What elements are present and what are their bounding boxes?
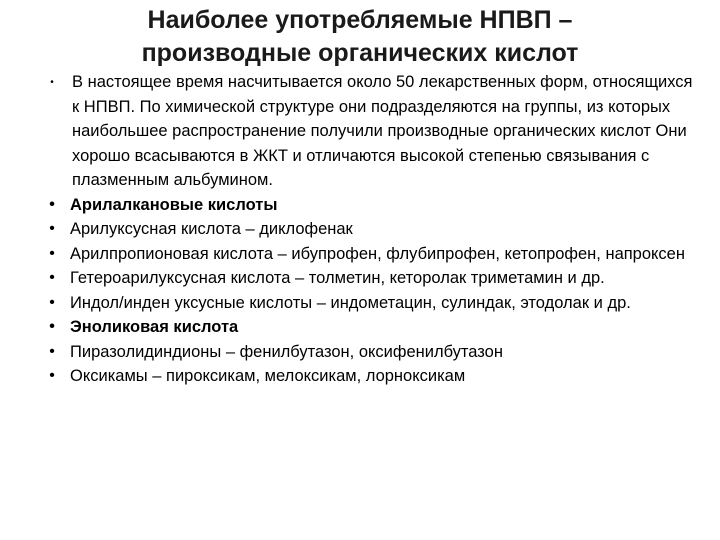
item-text: Гетероарилуксусная кислота – толметин, кеторолак триметамин и др. [70,269,605,287]
list-item-heteroarylacetic-acid [0,266,720,291]
item-text: Арилалкановые кислоты [70,195,278,214]
bullet-icon: • [49,220,55,237]
item-text: В настоящее время насчитывается около 50 лекарственных форм, относящихся к НПВП. По химической структуре они подразделяются на группы, из которых наибольшее распространение получили производные органических кислот Они хорошо всасываются в ЖКТ и отличаются высокой степенью связывания с плазменным альбумином. [72,73,693,189]
list-item-arylalkanoic-acids [0,193,720,218]
list-item-enolic-acid [0,315,720,340]
item-text: Эноликовая кислота [70,318,239,336]
list-item-oxicams [0,364,720,389]
bullet-icon: • [49,342,55,360]
bullet-icon: • [49,244,55,262]
list-item-arylacetic-acid [0,217,720,242]
list-item-intro [0,70,720,193]
bullet-icon: • [49,367,55,384]
bullet-icon: • [49,293,55,311]
bullet-icon: • [49,269,55,286]
list-item-pyrazolidinediones [0,340,720,365]
item-text: Пиразолидиндионы – фенилбутазон, оксифенилбутазон [70,342,503,361]
item-text: Индол/инден уксусные кислоты – индометацин, сулиндак, этодолак и др. [70,293,631,312]
item-text: Оксикамы – пироксикам, мелоксикам, лорноксикам [70,367,466,385]
bullet-icon: • [49,318,55,335]
list-item-arylpropionic-acid [0,242,720,267]
slide-title [60,4,660,70]
bullet-icon: • [50,77,54,88]
title-line-1: Наиболее употребляемые НПВП – [147,6,573,34]
bullet-icon: • [49,195,55,213]
title-line-2: производные органических кислот [141,39,579,67]
item-text: Арилпропионовая кислота – ибупрофен, флубипрофен, кетопрофен, напроксен [70,244,685,263]
list-item-indole-indene-acids [0,291,720,316]
bullet-list [0,70,720,389]
item-text: Арилуксусная кислота – диклофенак [70,220,353,238]
